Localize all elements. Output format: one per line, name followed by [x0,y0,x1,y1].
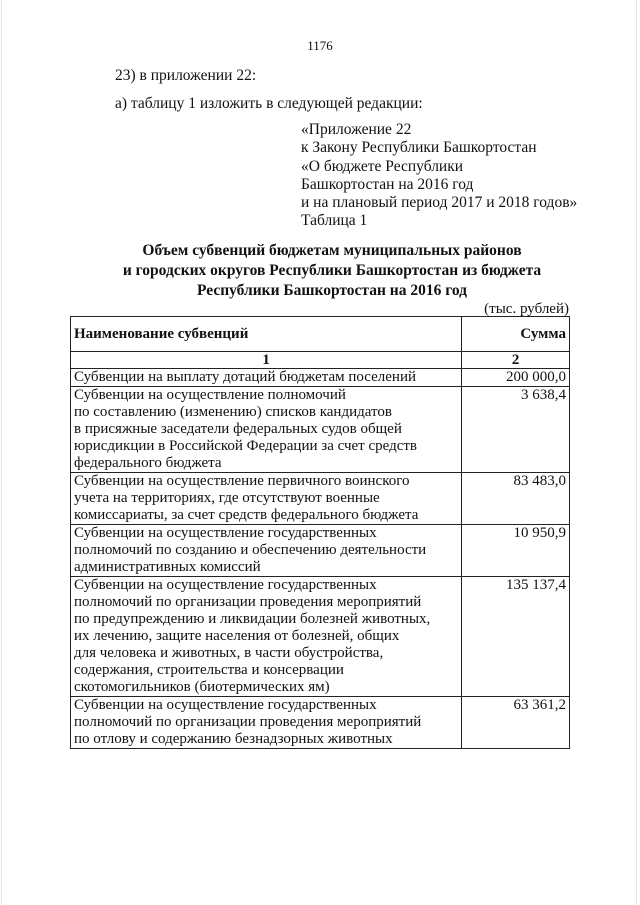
subvention-name-line: административных комиссий [74,559,261,575]
subvention-name-line: полномочий по созданию и обеспечению деятельности [74,542,427,558]
title-line: и городских округов Республики Башкортостан из бюджета [122,262,542,279]
subvention-name-line: Субвенции на выплату дотаций бюджетам поселений [74,369,417,385]
column-number-row [71,352,570,369]
table-row [71,369,570,387]
appendix-header-line: и на плановый период 2017 и 2018 годов» [301,194,578,212]
title-line: Республики Башкортостан на 2016 год [196,282,468,299]
subvention-name-line: скотомогильников (биотермических ям) [74,679,330,695]
page-number: 1176 [307,38,333,53]
subvention-amount: 83 483,0 [462,473,570,525]
table-row [71,525,570,577]
subvention-name-line: комиссариаты, за счет средств федерального бюджета [74,507,419,523]
appendix-header-line: «О бюджете Республики [301,157,464,175]
title-line: Объем субвенций бюджетам муниципальных районов [142,242,522,259]
header-amount: Сумма [462,317,570,352]
appendix-header-line: к Закону Республики Башкортостан [301,139,537,157]
subvention-amount: 10 950,9 [462,525,570,577]
subvention-name-line: в присяжные заседатели федеральных судов общей [74,421,402,437]
instruction-line: а) таблицу 1 изложить в следующей редакции: [115,95,423,112]
table-body [71,369,570,749]
subvention-name-line: федерального бюджета [74,455,222,471]
subvention-name [71,525,462,577]
subvention-name-line: юрисдикции в Российской Федерации за счет средств [74,438,418,454]
section-line: 23) в приложении 22: [115,67,257,84]
subvention-name [71,387,462,473]
subvention-name-line: полномочий по организации проведения мероприятий [74,594,422,610]
subvention-name-line: Субвенции на осуществление государственных [74,697,377,713]
subvention-name-line: по предупреждению и ликвидации болезней животных, [74,611,431,627]
subvention-name-line: Субвенции на осуществление первичного воинского [74,473,410,489]
subvention-name-line: по составлению (изменению) списков кандидатов [74,404,392,420]
appendix-header-line: «Приложение 22 [301,121,412,138]
subvention-name [71,369,462,387]
appendix-header [301,121,577,231]
subvention-name-line: Субвенции на осуществление полномочий [74,387,346,403]
table-row [71,387,570,473]
subvention-amount: 135 137,4 [462,577,570,697]
column-number: 2 [462,352,570,369]
header-row [71,317,570,352]
subvention-name-line: их лечению, защите населения от болезней, общих [74,628,400,644]
subvention-name-line: Субвенции на осуществление государственных [74,525,377,541]
subvention-name-line: для человека и животных, в части обустройства, [74,645,384,661]
subvention-name-line: по отлову и содержанию безнадзорных животных [74,731,393,747]
units-label: (тыс. рублей) [484,301,569,317]
appendix-header-line: Башкортостан на 2016 год [301,175,474,193]
subvention-name-line: учета на территориях, где отсутствуют военные [74,490,380,506]
subventions-table [70,316,570,749]
subvention-name [71,577,462,697]
subvention-name-line: полномочий по организации проведения мероприятий [74,714,422,730]
table-row [71,697,570,749]
subvention-name [71,473,462,525]
subvention-amount: 3 638,4 [462,387,570,473]
column-number: 1 [71,352,462,369]
subvention-amount: 200 000,0 [462,369,570,387]
scan-edge-right [636,0,637,905]
subvention-name-line: содержания, строительства и консервации [74,662,344,678]
header-name: Наименование субвенций [71,317,462,352]
scan-edge-left [1,0,2,905]
appendix-header-line: Таблица 1 [301,212,368,230]
table-row [71,473,570,525]
subvention-amount: 63 361,2 [462,697,570,749]
subvention-name-line: Субвенции на осуществление государственных [74,577,377,593]
table-title [0,241,640,301]
subvention-name [71,697,462,749]
table-row [71,577,570,697]
